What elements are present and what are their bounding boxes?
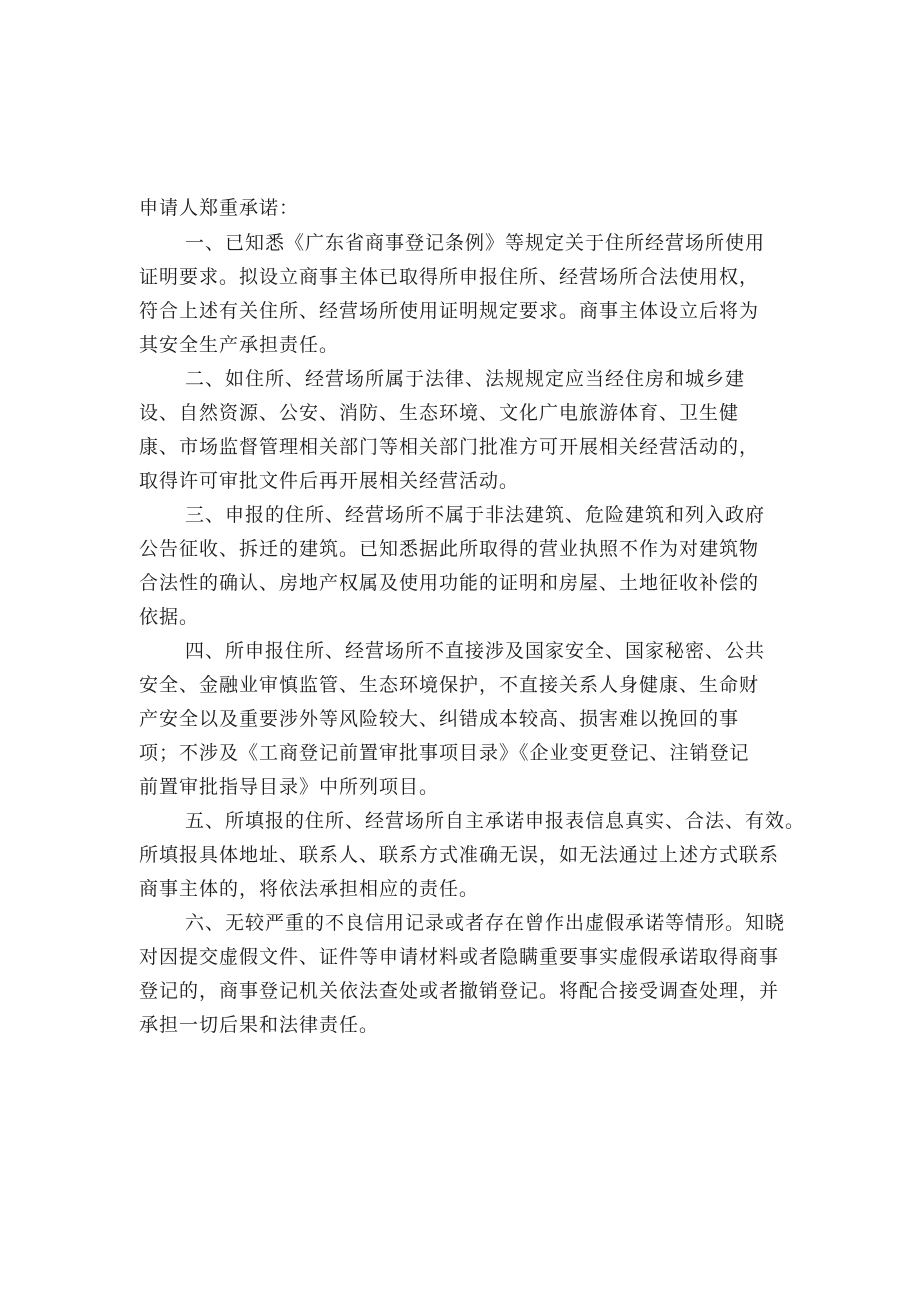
paragraph-4-line-4: 项；不涉及《工商登记前置审批事项目录》《企业变更登记、注销登记 <box>139 742 750 764</box>
paragraph-2-line-2: 设、自然资源、公安、消防、生态环境、文化广电旅游体育、卫生健 <box>139 402 740 424</box>
paragraph-6-line-2: 对因提交虚假文件、证件等申请材料或者隐瞒重要事实虚假承诺取得商事 <box>139 946 780 968</box>
paragraph-1-line-1: 一、已知悉《广东省商事登记条例》等规定关于住所经营场所使用 <box>185 232 766 254</box>
paragraph-2-line-1: 二、如住所、经营场所属于法律、法规规定应当经住房和城乡建 <box>185 368 746 390</box>
paragraph-6-line-4: 承担一切后果和法律责任。 <box>139 1014 380 1036</box>
paragraph-6-line-3: 登记的，商事登记机关依法查处或者撤销登记。将配合接受调查处理，并 <box>139 980 780 1002</box>
paragraph-3-line-3: 合法性的确认、房地产权属及使用功能的证明和房屋、土地征收补偿的 <box>139 572 760 594</box>
paragraph-3-line-2: 公告征收、拆迁的建筑。已知悉据此所取得的营业执照不作为对建筑物 <box>139 538 760 560</box>
paragraph-3-line-1: 三、申报的住所、经营场所不属于非法建筑、危险建筑和列入政府 <box>185 504 766 526</box>
paragraph-5-line-1: 五、所填报的住所、经营场所自主承诺申报表信息真实、合法、有效。 <box>185 810 806 832</box>
paragraph-5-line-2: 所填报具体地址、联系人、联系方式准确无误，如无法通过上述方式联系 <box>139 844 780 866</box>
paragraph-5-line-3: 商事主体的，将依法承担相应的责任。 <box>139 878 480 900</box>
paragraph-4-line-5: 前置审批指导目录》中所列项目。 <box>139 776 440 798</box>
intro-line: 申请人郑重承诺： <box>139 197 300 219</box>
paragraph-1-line-2: 证明要求。拟设立商事主体已取得所申报住所、经营场所合法使用权， <box>139 266 760 288</box>
paragraph-3-line-4: 依据。 <box>139 606 200 628</box>
paragraph-1-line-4: 其安全生产承担责任。 <box>139 334 340 356</box>
paragraph-4-line-3: 产安全以及重要涉外等风险较大、纠错成本较高、损害难以挽回的事 <box>139 708 740 730</box>
paragraph-2-line-3: 康、市场监督管理相关部门等相关部门批准方可开展相关经营活动的， <box>139 436 760 458</box>
paragraph-2-line-4: 取得许可审批文件后再开展相关经营活动。 <box>139 470 520 492</box>
paragraph-4-line-2: 安全、金融业审慎监管、生态环境保护，不直接关系人身健康、生命财 <box>139 674 760 696</box>
paragraph-4-line-1: 四、所申报住所、经营场所不直接涉及国家安全、国家秘密、公共 <box>185 640 766 662</box>
paragraph-1-line-3: 符合上述有关住所、经营场所使用证明规定要求。商事主体设立后将为 <box>139 300 760 322</box>
paragraph-6-line-1: 六、无较严重的不良信用记录或者存在曾作出虚假承诺等情形。知晓 <box>185 912 786 934</box>
